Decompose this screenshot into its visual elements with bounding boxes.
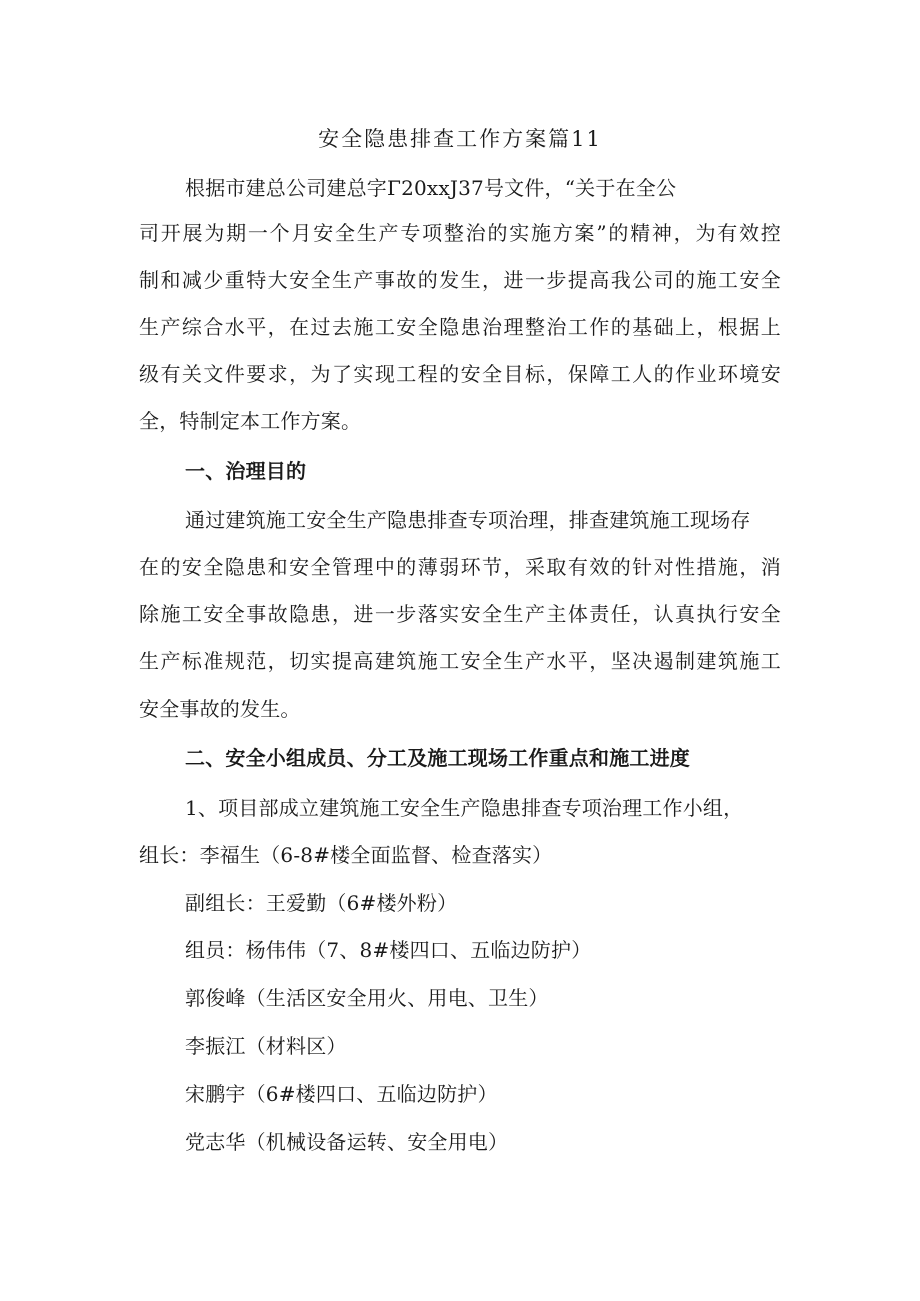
section-1-line-1: 通过建筑施工安全生产隐患排查专项治理，排查建筑施工现场存 [185, 508, 751, 532]
intro-line-1: 根据市建总公司建总字Γ20xxJ37号文件，“关于在全公 [185, 176, 677, 200]
intro-line-4: 生产综合水平，在过去施工安全隐患治理整治工作的基础上，根据上 [139, 315, 781, 339]
section-1-line-4: 生产标准规范，切实提高建筑施工安全生产水平，坚决遏制建筑施工 [139, 649, 781, 673]
section-2-line-4: 组员：杨伟伟（7、8#楼四口、五临边防护） [185, 938, 592, 962]
document-title: 安全隐患排查工作方案篇11 [318, 127, 602, 151]
section-2-line-3: 副组长：王爱勤（6#楼外粉） [185, 891, 458, 915]
section-1-heading: 一、治理目的 [185, 459, 307, 483]
intro-line-5: 级有关文件要求，为了实现工程的安全目标，保障工人的作业环境安 [139, 362, 781, 386]
section-2-line-5: 郭俊峰（生活区安全用火、用电、卫生） [185, 986, 549, 1010]
section-1-line-5: 安全事故的发生。 [139, 697, 301, 721]
section-2-line-6: 李振江（材料区） [185, 1034, 347, 1058]
intro-line-2: 司开展为期一个月安全生产专项整治的实施方案”的精神，为有效控 [139, 221, 781, 245]
section-1-line-3: 除施工安全事故隐患，进一步落实安全生产主体责任，认真执行安全 [139, 602, 781, 626]
section-2-heading: 二、安全小组成员、分工及施工现场工作重点和施工进度 [185, 746, 690, 770]
section-2-line-1: 1、项目部成立建筑施工安全生产隐患排查专项治理工作小组， [185, 796, 744, 820]
intro-line-3: 制和减少重特大安全生产事故的发生，进一步提高我公司的施工安全 [139, 268, 781, 292]
intro-line-6: 全，特制定本工作方案。 [139, 409, 362, 433]
section-2-line-8: 党志华（机械设备运转、安全用电） [185, 1130, 509, 1154]
section-2-line-2: 组长：李福生（6-8#楼全面监督、检查落实） [139, 843, 553, 867]
section-2-line-7: 宋鹏宇（6#楼四口、五临边防护） [185, 1082, 498, 1106]
section-1-line-2: 在的安全隐患和安全管理中的薄弱环节，采取有效的针对性措施，消 [139, 555, 781, 579]
